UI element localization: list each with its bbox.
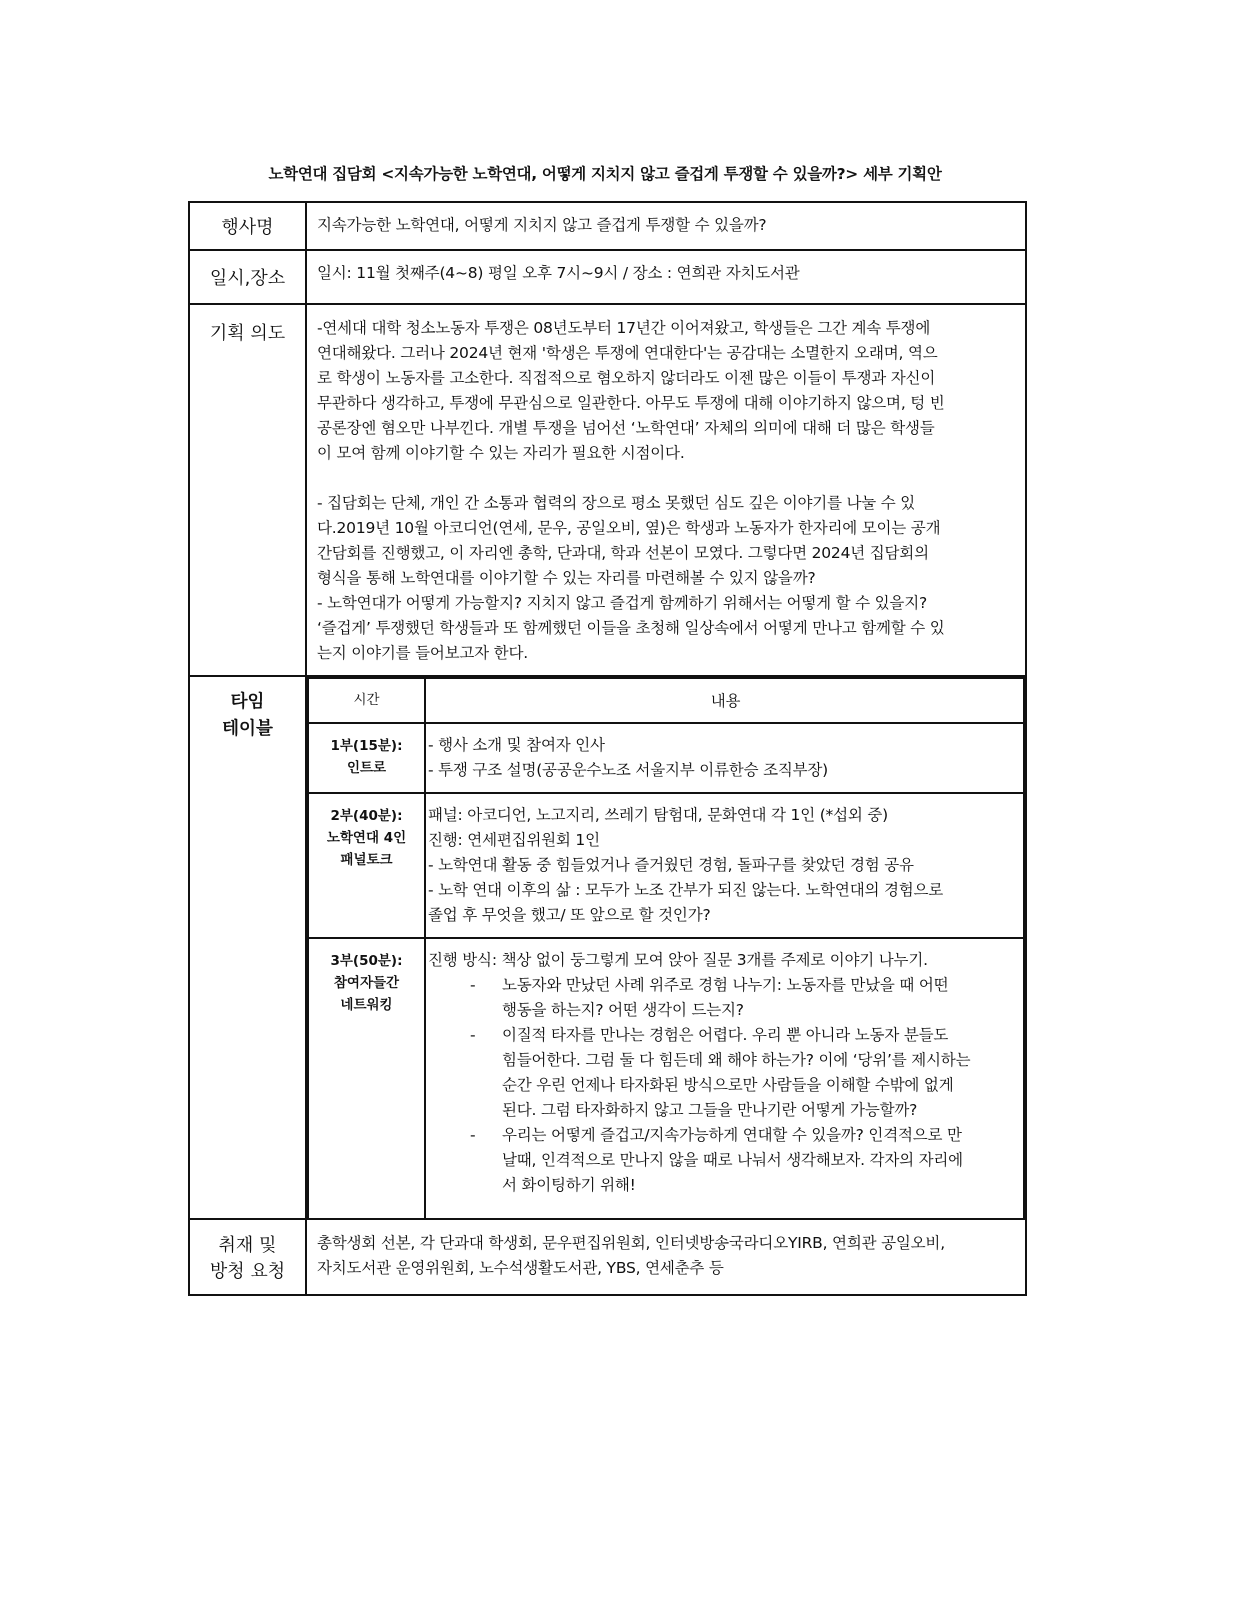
part2-line: - 노학 연대 이후의 삶 : 모두가 노조 간부가 되진 않는다. 노학연대의 경험으로 — [428, 881, 944, 899]
row-event-name — [189, 202, 1026, 250]
timetable-label-line1: 타임 — [230, 692, 265, 712]
question-item — [428, 1123, 1023, 1198]
intent-line: 이 모여 함께 이야기할 수 있는 자리가 필요한 시점이다. — [317, 444, 685, 462]
question-line: 행동을 하는지? 어떤 생각이 드는지? — [502, 1001, 744, 1019]
question-line: 된다. 그럼 타자화하지 않고 그들을 만나기란 어떻게 가능할까? — [502, 1101, 918, 1119]
part2-content — [425, 793, 1024, 938]
question-line: 서 화이팅하기 위해! — [502, 1176, 636, 1194]
question-line: 순간 우린 언제나 타자화된 방식으로만 사람들을 이해할 수밖에 없게 — [502, 1076, 954, 1094]
timetable-inner — [307, 677, 1025, 1218]
part1-content — [425, 723, 1024, 793]
plan-table — [188, 201, 1027, 1296]
question-item — [428, 1023, 1023, 1123]
timetable-row-part1 — [308, 723, 1024, 793]
part2-time — [308, 793, 425, 938]
intent-line: 로 학생이 노동자를 고소한다. 직접적으로 혐오하지 않더라도 이젠 많은 이들이 투쟁과 자신이 — [317, 369, 936, 387]
part1-time-line2: 인트로 — [346, 760, 387, 776]
part3-time-line2: 참여자들간 — [333, 975, 400, 991]
press-content — [306, 1219, 1026, 1295]
timetable-label — [189, 676, 306, 1219]
part2-time-line1: 2부(40분): — [330, 808, 403, 824]
document-title: 노학연대 집담회 <지속가능한 노학연대, 어떻게 지치지 않고 즐겁게 투쟁할 수 있을까?> 세부 기획안 — [268, 165, 942, 183]
question-line: 우리는 어떻게 즐겁고/지속가능하게 연대할 수 있을까? 인격적으로 만 — [502, 1126, 962, 1144]
part2-time-line3: 패널토크 — [340, 852, 393, 868]
press-line: 총학생회 선본, 각 단과대 학생회, 문우편집위원회, 인터넷방송국라디오YIRB, 연희관 공일오비, — [317, 1234, 945, 1252]
part1-time-line1: 1부(15분): — [330, 738, 403, 754]
press-line: 자치도서관 운영위원회, 노수석생활도서관, YBS, 연세춘추 등 — [317, 1259, 724, 1277]
event-name-value: 지속가능한 노학연대, 어떻게 지치지 않고 즐겁게 투쟁할 수 있을까? — [317, 216, 767, 234]
row-intent — [189, 304, 1026, 676]
row-timetable — [189, 676, 1026, 1219]
question-line: 노동자와 만났던 사례 위주로 경험 나누기: 노동자를 만났을 때 어떤 — [502, 976, 949, 994]
intent-line: 간담회를 진행했고, 이 자리엔 총학, 단과대, 학과 선본이 모였다. 그렇다면 2024년 집담회의 — [317, 544, 929, 562]
dash-bullet: - — [470, 1126, 476, 1144]
intent-line: 는지 이야기를 들어보고자 한다. — [317, 644, 528, 662]
datetime-place-value: 일시: 11월 첫째주(4~8) 평일 오후 7시~9시 / 장소 : 연희관 자치도서관 — [317, 264, 800, 282]
datetime-place-label: 일시,장소 — [189, 250, 306, 304]
part2-line: - 노학연대 활동 중 힘들었거나 즐거웠던 경험, 돌파구를 찾았던 경험 공유 — [428, 856, 914, 874]
question-line: 힘들어한다. 그럼 둘 다 힘든데 왜 해야 하는가? 이에 ‘당위’를 제시하는 — [502, 1051, 971, 1069]
timetable-header-row — [308, 678, 1024, 723]
intent-line: 공론장엔 혐오만 나부낀다. 개별 투쟁을 넘어선 ‘노학연대’ 자체의 의미에 대해 더 많은 학생들 — [317, 419, 935, 437]
press-label-line1: 취재 및 — [218, 1235, 277, 1256]
question-list — [428, 973, 1023, 1198]
part3-intro: 진행 방식: 책상 없이 둥그렇게 모여 앉아 질문 3개를 주제로 이야기 나누기. — [428, 951, 928, 969]
part2-line: 패널: 아코디언, 노고지리, 쓰레기 탐험대, 문화연대 각 1인 (*섭외 중) — [428, 806, 888, 824]
intent-label: 기획 의도 — [189, 304, 306, 676]
intent-content — [306, 304, 1026, 676]
intent-line: - 노학연대가 어떻게 가능할지? 지치지 않고 즐겁게 함께하기 위해서는 어떻게 할 수 있을지? — [317, 594, 928, 612]
question-line: 날때, 인격적으로 만나지 않을 때로 나눠서 생각해보자. 각자의 자리에 — [502, 1151, 963, 1169]
press-label — [189, 1219, 306, 1295]
timetable-row-part3 — [308, 938, 1024, 1218]
paragraph-gap — [317, 466, 1025, 491]
part1-time — [308, 723, 425, 793]
row-datetime-place — [189, 250, 1026, 304]
intent-line: 형식을 통해 노학연대를 이야기할 수 있는 자리를 마련해볼 수 있지 않을까? — [317, 569, 816, 587]
col-time-header: 시간 — [308, 678, 425, 723]
press-label-line2: 방청 요청 — [209, 1261, 286, 1282]
part2-time-line2: 노학연대 4인 — [326, 830, 407, 846]
intent-line: 무관하다 생각하고, 투쟁에 무관심으로 일관한다. 아무도 투쟁에 대해 이야기하지 않으며, 텅 빈 — [317, 394, 945, 412]
intent-line: 연대해왔다. 그러나 2024년 현재 '학생은 투쟁에 연대한다'는 공감대는 소멸한지 오래며, 역으 — [317, 344, 938, 362]
dash-bullet: - — [470, 976, 476, 994]
intent-line: -연세대 대학 청소노동자 투쟁은 08년도부터 17년간 이어져왔고, 학생들은 그간 계속 투쟁에 — [317, 319, 931, 337]
event-name-label: 행사명 — [189, 202, 306, 250]
part1-line: - 행사 소개 및 참여자 인사 — [428, 736, 605, 754]
question-line: 이질적 타자를 만나는 경험은 어렵다. 우리 뿐 아니라 노동자 분들도 — [502, 1026, 949, 1044]
part3-content — [425, 938, 1024, 1218]
part2-line: 졸업 후 무엇을 했고/ 또 앞으로 할 것인가? — [428, 906, 711, 924]
dash-bullet: - — [470, 1026, 476, 1044]
intent-line: - 집담회는 단체, 개인 간 소통과 협력의 장으로 평소 못했던 심도 깊은 이야기를 나눌 수 있 — [317, 494, 916, 512]
question-item — [428, 973, 1023, 1023]
row-press — [189, 1219, 1026, 1295]
col-content-header: 내용 — [425, 678, 1024, 723]
part3-time-line1: 3부(50분): — [330, 953, 403, 969]
part3-time — [308, 938, 425, 1218]
intent-line: 다.2019년 10월 아코디언(연세, 문우, 공일오비, 옆)은 학생과 노동자가 한자리에 모이는 공개 — [317, 519, 941, 537]
timetable-cell — [306, 676, 1026, 1219]
timetable-label-line2: 테이블 — [222, 719, 273, 739]
part3-time-line3: 네트워킹 — [340, 997, 393, 1013]
part1-line: - 투쟁 구조 설명(공공운수노조 서울지부 이류한승 조직부장) — [428, 761, 829, 779]
part2-line: 진행: 연세편집위원회 1인 — [428, 831, 600, 849]
timetable-row-part2 — [308, 793, 1024, 938]
intent-line: ‘즐겁게’ 투쟁했던 학생들과 또 함께했던 이들을 초청해 일상속에서 어떻게 만나고 함께할 수 있 — [317, 619, 945, 637]
